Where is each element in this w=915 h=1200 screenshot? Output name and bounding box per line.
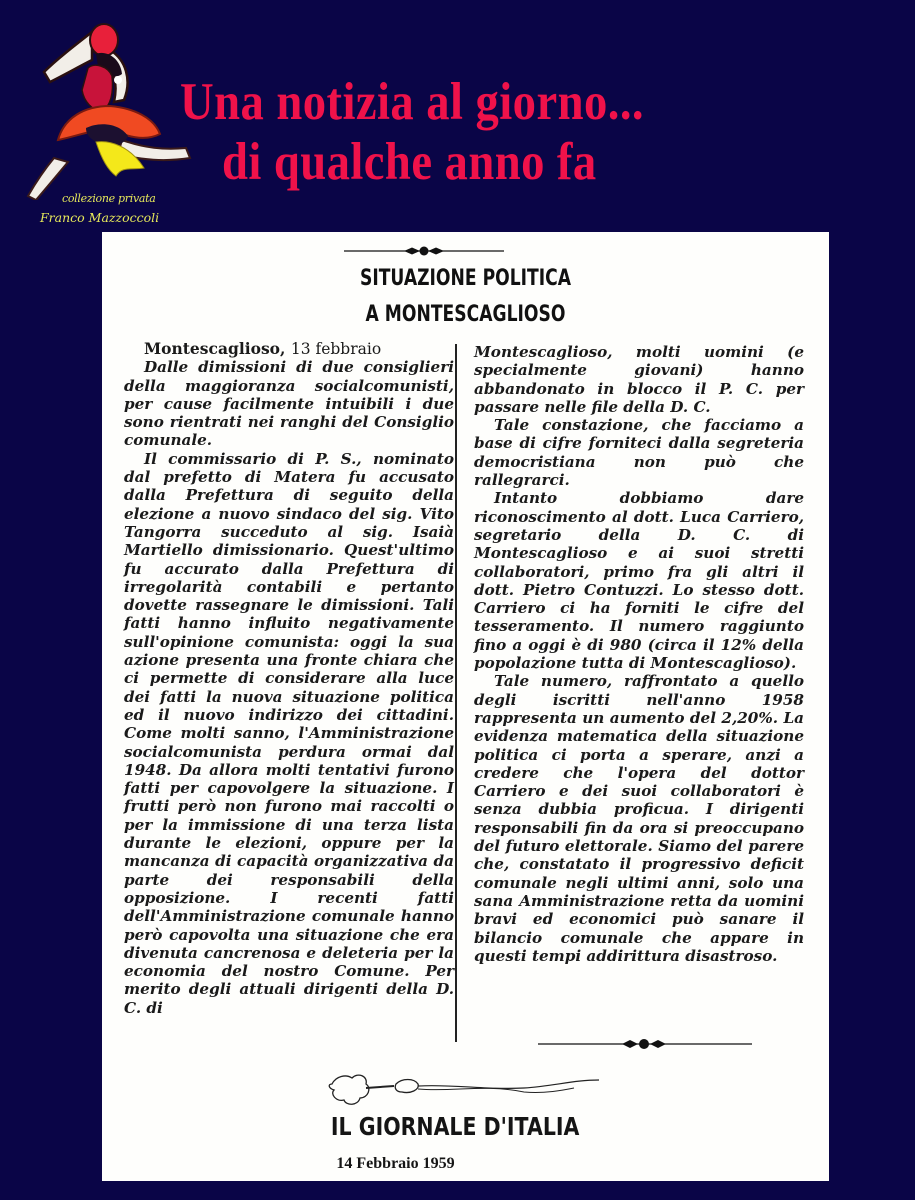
article-title-line1: SITUAZIONE POLITICA xyxy=(359,266,572,291)
publication-date: 14 Febbraio 1959 xyxy=(336,1155,455,1172)
column-divider xyxy=(455,344,457,1042)
newspaper-clipping xyxy=(102,232,829,1181)
bottom-ornament-icon xyxy=(538,1038,752,1050)
article-paragraph: Intanto dobbiamo dare riconoscimento al dott. Luca Carriero, segretario della D. C. di Montescaglioso e ai suoi stretti collaboratori, primo fra gli altri il dott. Pietro Contuzzi. Lo stesso dott. Carriero ci ha forniti le cifre del tesseramento. Il numero raggiunto fino a oggi è di 980 (circa il 12% della popolazione tutta di Montescaglioso). xyxy=(474,489,804,673)
article-paragraph: Montescaglioso, molti uomini (e specialmente giovani) hanno abbandonato in blocco il P. C. per passare nelle file della D. C. xyxy=(474,343,804,416)
logo-caption-collection: collezione privata xyxy=(62,192,156,205)
article-paragraph: Dalle dimissioni di due consiglieri della maggioranza socialcomunisti, per cause facilmente intuibili i due sono rientrati nei ranghi del Consiglio comunale. xyxy=(124,358,454,450)
dancer-painting-icon xyxy=(14,10,194,200)
dateline-place: Montescaglioso, xyxy=(144,339,286,358)
top-ornament-icon xyxy=(344,246,504,256)
dateline xyxy=(124,340,454,358)
dateline-date: 13 febbraio xyxy=(290,340,382,358)
article-column-right xyxy=(474,343,804,965)
newspaper-name: IL GIORNALE D'ITALIA xyxy=(330,1112,580,1141)
article-column-left xyxy=(124,340,454,1017)
collection-logo xyxy=(14,10,194,225)
logo-caption-owner: Franco Mazzoccoli xyxy=(40,210,160,225)
article-paragraph: Tale constazione, che facciamo a base di cifre forniteci dalla segreteria democristiana non può che rallegrarci. xyxy=(474,416,804,490)
banner-title-line1: Una notizia al giorno... xyxy=(180,73,645,131)
article-title-line2: A MONTESCAGLIOSO xyxy=(365,302,566,327)
article-paragraph: Tale numero, raffrontato a quello degli iscritti nell'anno 1958 rappresenta un aumento del 2,20%. La evidenza matematica della situazione politica ci porta a sperare, anzi a credere che l'opera del dottor Carriero e dei suoi collaboratori è senza dubbia proficua. I dirigenti responsabili fin da ora si preoccupano del futuro elettorale. Siamo del parere che, constatato il progressivo deficit comunale negli ultimi anni, solo una sana Amministrazione retta da uomini bravi ed economici può sanare il bilancio comunale che appare in questi tempi addirittura disastroso. xyxy=(474,672,804,965)
banner-title-line2: di qualche anno fa xyxy=(222,133,597,191)
article-paragraph: Il commissario di P. S., nominato dal prefetto di Matera fu accusato dalla Prefettura di seguito della elezione a nuovo sindaco del sig. Vito Tangorra succeduto al sig. Isaià Martiello dimissionario. Quest'ultimo fu accurato dalla Prefettura di irregolarità contabili e pertanto dovette rassegnare le dimissioni. Tali fatti hanno influito negativamente sull'opinione comunista: oggi la sua azione presenta una fronte chiara che ci permette di considerare alla luce dei fatti la nuova situazione politica ed il nuovo indirizzo dei cittadini. Come molti sanno, l'Amministrazione socialcomunista perdura ormai dal 1948. Da allora molti tentativi furono fatti per capovolgere la situazione. I frutti però non furono mai raccolti o per la immissione di una terza lista durante le elezioni, oppure per la mancanza di capacità organizzativa da parte dei responsabili della opposizione. I recenti fatti dell'Amministrazione comunale hanno però capovolta una situazione che era divenuta cancrenosa e deleteria per la economia del nostro Comune. Per merito degli attuali dirigenti della D. C. di xyxy=(124,449,454,1017)
carnation-flourish-icon xyxy=(324,1070,604,1110)
